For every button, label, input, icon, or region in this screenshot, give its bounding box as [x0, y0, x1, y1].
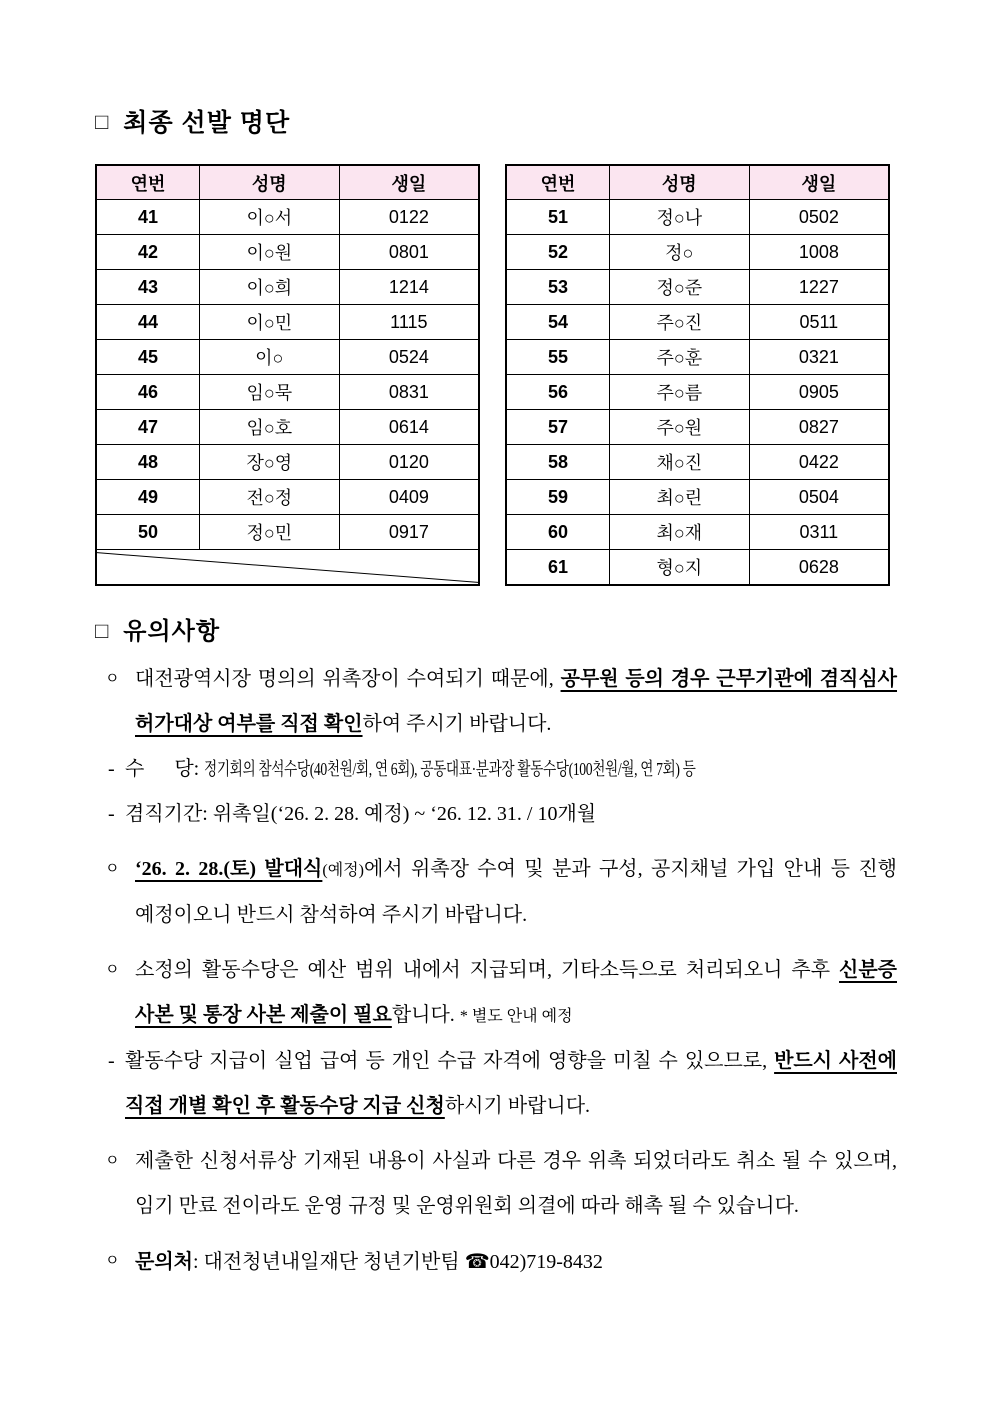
table-cell: 0801 — [339, 235, 479, 270]
table-cell: 주○름 — [609, 375, 749, 410]
table-cell: 1227 — [749, 270, 889, 305]
final-list-title — [95, 108, 897, 138]
table-row — [506, 235, 889, 270]
table-cell: 주○원 — [609, 410, 749, 445]
table-cell: 50 — [96, 515, 199, 550]
table-cell: 최○린 — [609, 480, 749, 515]
allowance-label: 수 당: — [125, 757, 205, 780]
table-row — [96, 305, 479, 340]
table-cell: 58 — [506, 445, 609, 480]
note-emphasis: 공무원 등의 경우 근무기관에 겸직심사 허가대상 여부를 직접 확인 — [135, 667, 898, 735]
table-row — [96, 200, 479, 235]
table-cell: 임○호 — [199, 410, 339, 445]
circle-bullet-icon: ㅇ — [105, 1252, 120, 1269]
note-cancellation — [95, 1139, 897, 1229]
table-row — [506, 410, 889, 445]
note-emphasis: ‘26. 2. 28.(토) 발대식 — [135, 857, 323, 880]
term-detail-text: 위촉일(‘26. 2. 28. 예정) ~ ‘26. 12. 31. / 10개월 — [212, 802, 597, 825]
dash-bullet-icon: - — [108, 1049, 115, 1072]
table-row — [506, 445, 889, 480]
col-header-birthday: 생일 — [749, 165, 889, 200]
table-cell: 1214 — [339, 270, 479, 305]
table-cell: 48 — [96, 445, 199, 480]
page-title: 최종 선발 명단 — [123, 109, 291, 137]
col-header-name: 성명 — [199, 165, 339, 200]
table-cell: 0614 — [339, 410, 479, 445]
col-header-birthday: 생일 — [339, 165, 479, 200]
diagonal-line-icon — [97, 551, 478, 584]
circle-bullet-icon: ㅇ — [105, 961, 120, 978]
note-text: 소정의 활동수당은 예산 범위 내에서 지급되며, 기타소득으로 처리되오니 추후 — [135, 958, 840, 981]
table-cell: 형○지 — [609, 550, 749, 586]
note-text: 활동수당 지급이 실업 급여 등 개인 수급 자격에 영향을 미칠 수 있으므로, — [125, 1049, 775, 1072]
notes-section — [95, 657, 897, 1285]
table-cell: 54 — [506, 305, 609, 340]
note-contact — [95, 1239, 897, 1285]
table-cell: 0628 — [749, 550, 889, 586]
table-cell: 56 — [506, 375, 609, 410]
roster-table-51-61 — [505, 164, 890, 586]
table-row — [506, 305, 889, 340]
table-cell: 이○원 — [199, 235, 339, 270]
table-cell: 0122 — [339, 200, 479, 235]
note-officials-check — [95, 657, 897, 747]
table-cell: 0409 — [339, 480, 479, 515]
note-text: 하여 주시기 바랍니다. — [362, 712, 552, 735]
roster-table-41-50 — [95, 164, 480, 586]
header-row — [96, 165, 479, 200]
checkbox-square-icon: □ — [95, 109, 110, 134]
note-small-text: * 별도 안내 예정 — [459, 1007, 573, 1025]
term-label: 겸직기간: — [125, 802, 213, 825]
table-cell: 채○진 — [609, 445, 749, 480]
table-cell: 49 — [96, 480, 199, 515]
table-cell: 0827 — [749, 410, 889, 445]
table-row — [506, 550, 889, 586]
note-text: 합니다. — [391, 1003, 460, 1026]
table-cell: 이○희 — [199, 270, 339, 305]
table-cell: 0120 — [339, 445, 479, 480]
table-row — [506, 270, 889, 305]
table-row — [506, 480, 889, 515]
table-cell: 42 — [96, 235, 199, 270]
table-row — [506, 375, 889, 410]
table-cell: 47 — [96, 410, 199, 445]
note-small-text: (예정) — [322, 861, 364, 879]
contact-text: : 대전청년내일재단 청년기반팀 — [192, 1250, 465, 1273]
table-cell: 0321 — [749, 340, 889, 375]
table-row — [96, 235, 479, 270]
table-cell: 0422 — [749, 445, 889, 480]
table-cell: 52 — [506, 235, 609, 270]
circle-bullet-icon: ㅇ — [105, 670, 120, 687]
note-emphasis: 신분증 사본 및 통장 사본 제출이 필요 — [135, 958, 897, 1026]
table-cell: 최○재 — [609, 515, 749, 550]
note-allowance-detail — [95, 747, 897, 792]
contact-label: 문의처 — [135, 1250, 193, 1273]
dash-bullet-icon: - — [108, 757, 115, 780]
table-cell: 41 — [96, 200, 199, 235]
note-allowance-payment — [95, 948, 897, 1039]
table-cell: 0917 — [339, 515, 479, 550]
empty-strike-row — [96, 550, 479, 586]
table-cell: 0524 — [339, 340, 479, 375]
table-cell: 0831 — [339, 375, 479, 410]
note-emphasis: 반드시 사전에 직접 개별 확인 후 활동수당 지급 신청 — [125, 1049, 897, 1117]
table-cell: 전○정 — [199, 480, 339, 515]
table-cell: 0905 — [749, 375, 889, 410]
note-term-detail — [95, 792, 897, 837]
table-cell: 53 — [506, 270, 609, 305]
circle-bullet-icon: ㅇ — [105, 1152, 120, 1169]
col-header-name: 성명 — [609, 165, 749, 200]
dash-bullet-icon: - — [108, 802, 115, 825]
note-text: 에서 위촉장 수여 및 분과 구성, 공지채널 가입 안내 등 진행 예정이오니 반드시 참석하여 주시기 바랍니다. — [135, 857, 897, 926]
note-launch-ceremony — [95, 847, 897, 938]
table-row — [506, 515, 889, 550]
table-cell: 0502 — [749, 200, 889, 235]
table-cell: 정○ — [609, 235, 749, 270]
note-text: 대전광역시장 명의의 위촉장이 수여되기 때문에, — [135, 667, 561, 690]
notes-title-label: 유의사항 — [123, 618, 221, 645]
note-benefit-warning — [95, 1039, 897, 1129]
table-cell: 정○민 — [199, 515, 339, 550]
table-cell: 주○진 — [609, 305, 749, 340]
contact-phone-number: 042)719-8432 — [489, 1250, 603, 1273]
table-cell: 46 — [96, 375, 199, 410]
table-cell: 60 — [506, 515, 609, 550]
notes-title — [95, 618, 897, 647]
table-cell: 43 — [96, 270, 199, 305]
note-text: 하시기 바랍니다. — [444, 1094, 591, 1117]
allowance-detail-text: 정기회의 참석수당(40천원/회, 연 6회), 공동대표·분과장 활동수당(100천원/월, 연 7회) 등 — [204, 758, 696, 779]
table-row — [506, 340, 889, 375]
table-cell: 44 — [96, 305, 199, 340]
table-cell: 장○영 — [199, 445, 339, 480]
table-cell: 0511 — [749, 305, 889, 340]
col-header-no: 연번 — [506, 165, 609, 200]
table-row — [96, 515, 479, 550]
header-row — [506, 165, 889, 200]
table-row — [96, 480, 479, 515]
table-row — [96, 340, 479, 375]
telephone-icon: ☎ — [464, 1248, 490, 1273]
table-cell: 1115 — [339, 305, 479, 340]
table-row — [96, 270, 479, 305]
table-cell: 45 — [96, 340, 199, 375]
circle-bullet-icon: ㅇ — [105, 860, 120, 877]
table-cell: 61 — [506, 550, 609, 586]
table-cell: 51 — [506, 200, 609, 235]
checkbox-square-icon: □ — [95, 618, 110, 644]
table-row — [96, 445, 479, 480]
table-cell: 정○준 — [609, 270, 749, 305]
table-cell: 임○묵 — [199, 375, 339, 410]
table-row — [96, 375, 479, 410]
table-cell: 이○ — [199, 340, 339, 375]
diagonal-strike-cell — [96, 550, 479, 586]
col-header-no: 연번 — [96, 165, 199, 200]
table-cell: 0311 — [749, 515, 889, 550]
table-cell: 정○나 — [609, 200, 749, 235]
roster-tables — [95, 164, 897, 586]
table-cell: 이○서 — [199, 200, 339, 235]
table-cell: 55 — [506, 340, 609, 375]
table-row — [506, 200, 889, 235]
table-cell: 59 — [506, 480, 609, 515]
table-cell: 0504 — [749, 480, 889, 515]
table-cell: 주○훈 — [609, 340, 749, 375]
note-text: 제출한 신청서류상 기재된 내용이 사실과 다른 경우 위촉 되었더라도 취소 될 수 있으며, 임기 만료 전이라도 운영 규정 및 운영위원회 의결에 따라 해촉 될 수 있습니다. — [135, 1149, 897, 1217]
table-cell: 57 — [506, 410, 609, 445]
table-cell: 이○민 — [199, 305, 339, 340]
table-row — [96, 410, 479, 445]
table-cell: 1008 — [749, 235, 889, 270]
